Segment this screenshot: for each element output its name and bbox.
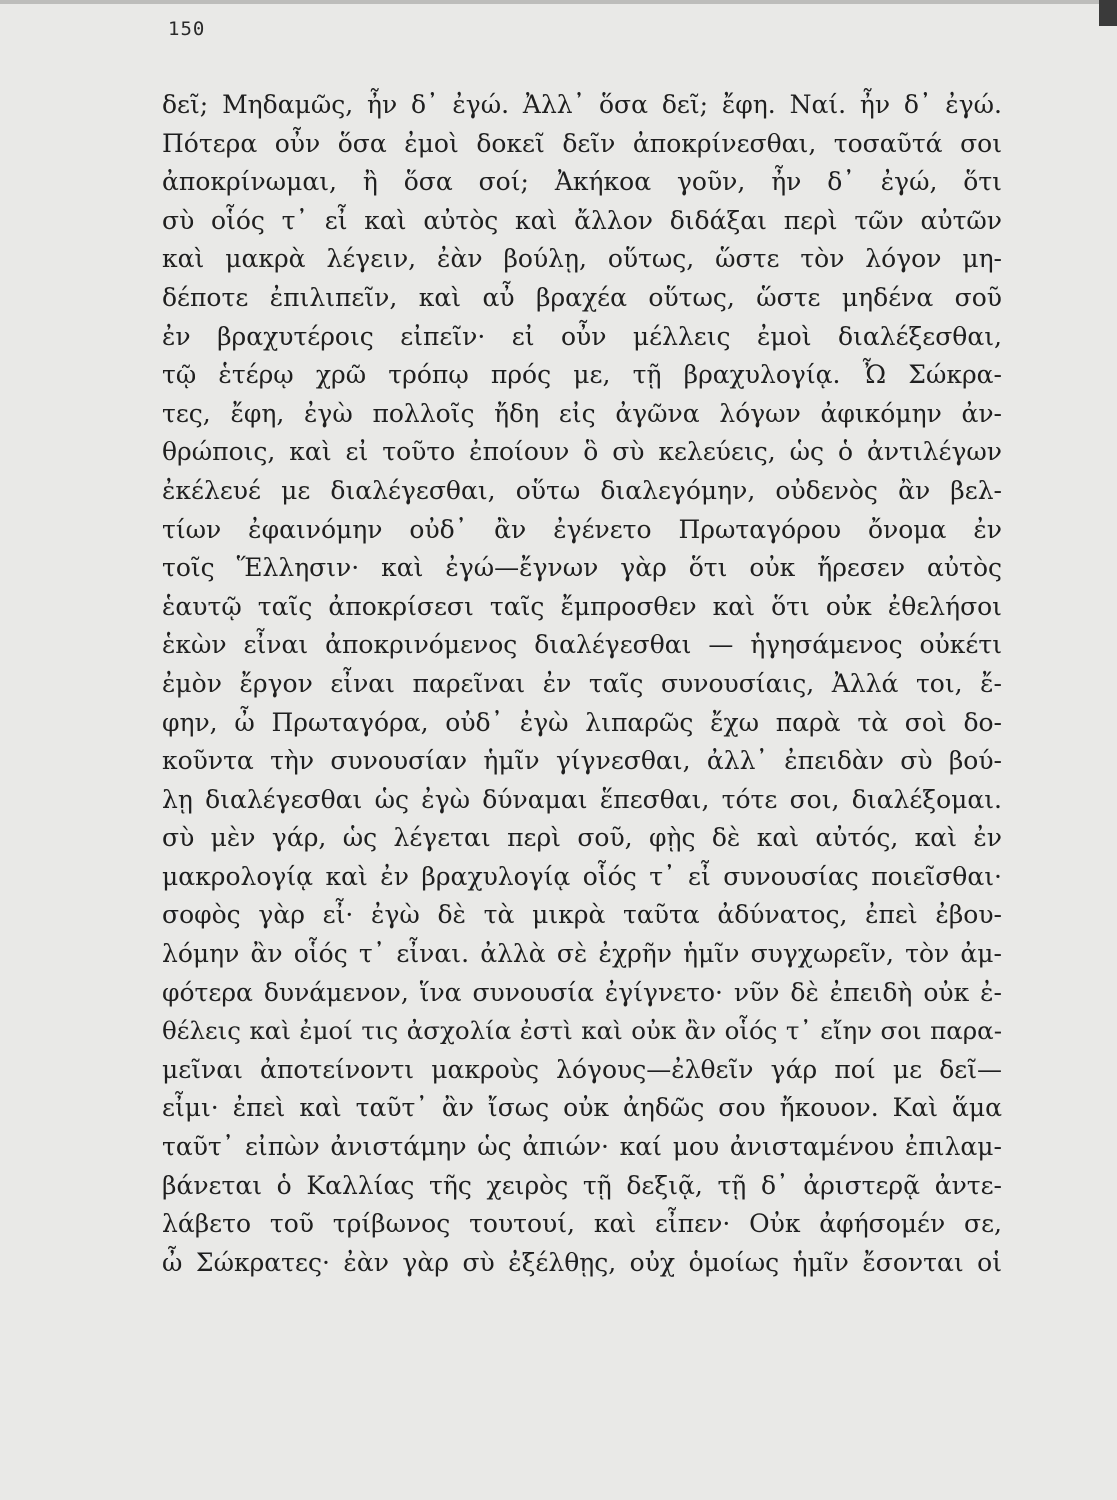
text-line: καὶ μακρὰ λέγειν, ἐὰν βούλῃ, οὕτως, ὥστε τὸν λόγον μη- bbox=[162, 244, 1002, 274]
text-line: τες, ἔφη, ἐγὼ πολλοῖς ἤδη εἰς ἀγῶνα λόγων ἀφικόμην ἀν- bbox=[162, 398, 1002, 428]
text-line: σοφὸς γὰρ εἶ· ἐγὼ δὲ τὰ μικρὰ ταῦτα ἀδύνατος, ἐπεὶ ἐβου- bbox=[162, 900, 1002, 930]
text-line: λάβετο τοῦ τρίβωνος τουτουί, καὶ εἶπεν· Οὐκ ἀφήσομέν σε, bbox=[162, 1209, 1002, 1239]
text-line: τοῖς Ἕλλησιν· καὶ ἐγώ—ἔγνων γὰρ ὅτι οὐκ ἤρεσεν αὐτὸς bbox=[162, 553, 1002, 583]
text-line: ἀποκρίνωμαι, ἢ ὅσα σοί; Ἀκήκοα γοῦν, ἦν δ᾽ ἐγώ, ὅτι bbox=[162, 167, 1002, 197]
text-line: μεῖναι ἀποτείνοντι μακροὺς λόγους—ἐλθεῖν γάρ ποί με δεῖ— bbox=[162, 1054, 1002, 1084]
text-line: θρώποις, καὶ εἰ τοῦτο ἐποίουν ὃ σὺ κελεύεις, ὡς ὁ ἀντιλέγων bbox=[162, 437, 1002, 467]
text-line: ὦ Σώκρατες· ἐὰν γὰρ σὺ ἐξέλθῃς, οὐχ ὁμοίως ἡμῖν ἔσονται οἱ bbox=[162, 1247, 1002, 1277]
text-line: λῃ διαλέγεσθαι ὡς ἐγὼ δύναμαι ἕπεσθαι, τότε σοι, διαλέξομαι. bbox=[162, 784, 1002, 814]
text-line: ἐμὸν ἔργον εἶναι παρεῖναι ἐν ταῖς συνουσίαις, Ἀλλά τοι, ἔ- bbox=[162, 668, 1002, 698]
text-line: σὺ οἷός τ᾽ εἶ καὶ αὐτὸς καὶ ἄλλον διδάξαι περὶ τῶν αὐτῶν bbox=[162, 205, 1002, 235]
text-line: κοῦντα τὴν συνουσίαν ἡμῖν γίγνεσθαι, ἀλλ᾽ ἐπειδὰν σὺ βού- bbox=[162, 746, 1002, 776]
text-line: ἑκὼν εἶναι ἀποκρινόμενος διαλέγεσθαι — ἡγησάμενος οὐκέτι bbox=[162, 630, 1002, 660]
body-text bbox=[162, 86, 1002, 1282]
text-line: Πότερα οὖν ὅσα ἐμοὶ δοκεῖ δεῖν ἀποκρίνεσθαι, τοσαῦτά σοι bbox=[162, 128, 1002, 158]
text-line: φότερα δυνάμενον, ἵνα συνουσία ἐγίγνετο· νῦν δὲ ἐπειδὴ οὐκ ἐ- bbox=[162, 977, 1002, 1007]
text-line: ἐν βραχυτέροις εἰπεῖν· εἰ οὖν μέλλεις ἐμοὶ διαλέξεσθαι, bbox=[162, 321, 1002, 351]
text-line: λόμην ἂν οἷός τ᾽ εἶναι. ἀλλὰ σὲ ἐχρῆν ἡμῖν συγχωρεῖν, τὸν ἀμ- bbox=[162, 939, 1002, 969]
text-line: θέλεις καὶ ἐμοί τις ἀσχολία ἐστὶ καὶ οὐκ ἂν οἷός τ᾽ εἴην σοι παρα- bbox=[162, 1016, 1002, 1046]
text-line: δεῖ; Μηδαμῶς, ἦν δ᾽ ἐγώ. Ἀλλ᾽ ὅσα δεῖ; ἔφη. Ναί. ἦν δ᾽ ἐγώ. bbox=[162, 90, 1002, 119]
scan-corner-shadow bbox=[1099, 0, 1117, 26]
text-line: τίων ἐφαινόμην οὐδ᾽ ἂν ἐγένετο Πρωταγόρου ὄνομα ἐν bbox=[162, 514, 1002, 544]
text-line: φην, ὦ Πρωταγόρα, οὐδ᾽ ἐγὼ λιπαρῶς ἔχω παρὰ τὰ σοὶ δο- bbox=[162, 707, 1002, 737]
text-line: σὺ μὲν γάρ, ὡς λέγεται περὶ σοῦ, φῂς δὲ καὶ αὐτός, καὶ ἐν bbox=[162, 823, 1002, 853]
text-line: δέποτε ἐπιλιπεῖν, καὶ αὖ βραχέα οὕτως, ὥστε μηδένα σοῦ bbox=[162, 282, 1002, 312]
text-line: ἐκέλευέ με διαλέγεσθαι, οὕτω διαλεγόμην, οὐδενὸς ἂν βελ- bbox=[162, 475, 1002, 505]
text-line: βάνεται ὁ Καλλίας τῆς χειρὸς τῇ δεξιᾷ, τῇ δ᾽ ἀριστερᾷ ἀντε- bbox=[162, 1170, 1002, 1200]
text-line: ταῦτ᾽ εἰπὼν ἀνιστάμην ὡς ἀπιών· καί μου ἀνισταμένου ἐπιλαμ- bbox=[162, 1132, 1002, 1162]
page-number: 150 bbox=[168, 18, 206, 40]
text-line: ἑαυτῷ ταῖς ἀποκρίσεσι ταῖς ἔμπροσθεν καὶ ὅτι οὐκ ἐθελήσοι bbox=[162, 591, 1002, 621]
text-line: τῷ ἑτέρῳ χρῶ τρόπῳ πρός με, τῇ βραχυλογίᾳ. Ὦ Σώκρα- bbox=[162, 360, 1002, 390]
text-line: μακρολογίᾳ καὶ ἐν βραχυλογίᾳ οἷός τ᾽ εἶ συνουσίας ποιεῖσθαι· bbox=[162, 861, 1002, 891]
text-line: εἶμι· ἐπεὶ καὶ ταῦτ᾽ ἂν ἴσως οὐκ ἀηδῶς σου ἤκουον. Καὶ ἅμα bbox=[162, 1093, 1002, 1123]
page-top-edge bbox=[0, 0, 1117, 4]
